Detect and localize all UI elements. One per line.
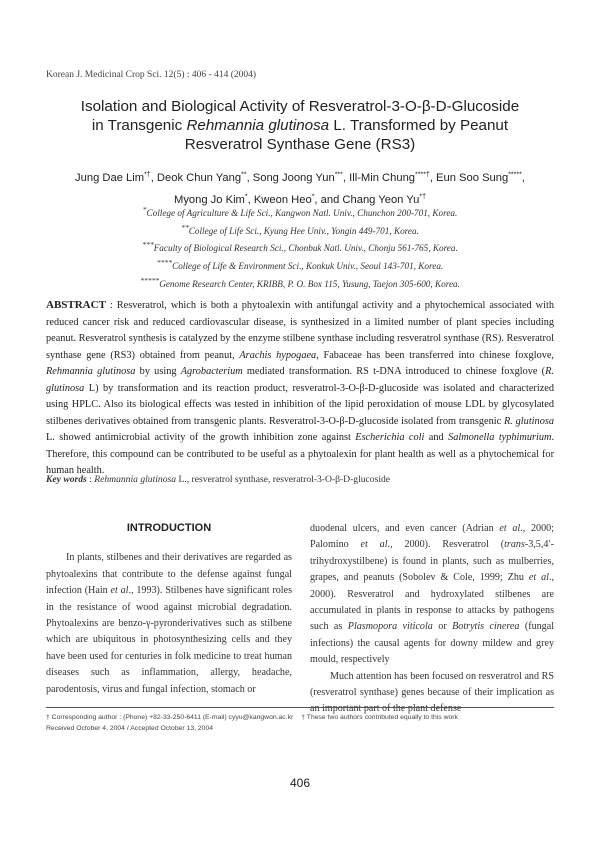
footnote-corresponding: † Corresponding author : (Phone) +82-33-250-6411 (E-mail) cyyu@kangwon.ac.kr bbox=[46, 714, 294, 721]
author: Ill-Min Chung****†, bbox=[349, 171, 437, 184]
affiliation: ***Faculty of Biological Research Sci., Chonbuk Natl. Univ., Chonju 561-765, Korea. bbox=[142, 240, 458, 254]
footnotes bbox=[46, 712, 554, 734]
author: Kweon Heo*, and bbox=[253, 193, 343, 207]
title-line-2: in Transgenic Rehmannia glutinosa L. Transformed by Peanut bbox=[91, 117, 509, 134]
article-title bbox=[40, 97, 560, 154]
keywords: Key words : Rehmannia glutinosa L., resveratrol synthase, resveratrol-3-O-β-D-glucoside bbox=[46, 474, 391, 485]
section-heading-introduction: INTRODUCTION bbox=[126, 522, 212, 534]
footnote-line bbox=[46, 712, 554, 723]
page-number: 406 bbox=[289, 776, 311, 790]
footnote-equal-contribution: † These two authors contributed equally to this work bbox=[301, 714, 458, 721]
title-line-1: Isolation and Biological Activity of Resveratrol-3-O-β-D-Glucoside bbox=[80, 98, 520, 115]
column-right bbox=[310, 521, 554, 718]
affiliations bbox=[40, 203, 560, 291]
author: Jung Dae Lim*†, bbox=[75, 171, 157, 184]
author: Deok Chun Yang**, bbox=[156, 171, 253, 184]
author: Eun Soo Sung*****, bbox=[436, 171, 525, 184]
author: Song Joong Yun***, bbox=[252, 171, 350, 184]
intro-paragraph-1: In plants, stilbenes and their derivatives are regarded as phytoalexins that contribute to the defense against fungal infection (Hain et al., 1993). Stilbenes have significant roles in the resistance of wood against microbial degradation. Phytoalexins are benzo-γ-pyronderivatives such as stilbene which are ubiquitous in photosynthesizing cells and they have been used for centuries in folk medicine to treat human diseases such as inflammation, allergy, headache, parodentosis, virus and fungal infection, stomach or bbox=[46, 552, 293, 695]
abstract-label: ABSTRACT bbox=[46, 299, 106, 311]
abstract: ABSTRACT : Resveratrol, which is both a phytoalexin with antifungal activity and a phytochemical associated with reduced cancer risk and reduced cardiovascular disease, is synthesized in a limited number of plant species including peanut. Resveratrol synthesis is catalyzed by the enzyme stilbene synthase including resveratrol synthase (RS). Resveratrol synthase gene (RS3) obtained from peanut, Arachis hypogaea, Fabaceae has been transferred into chinese foxglove, Rehmannia glutinosa by using Agrobacterium mediated transformation. RS t-DNA introduced to chinese foxglove (R. glutinosa L) by transformation and its reaction product, resveratrol-3-O-β-D-glucoside was isolated and characterized using HPLC. Also its biological effects was tested in inhibition of the lipid peroxidation of mouse LDL by glycosylated stilbenes derivatives obtained from transgenic plants. Resveratrol-3-O-β-D-glucoside isolated from transgenic R. glutinosa L. showed antimicrobial activity of the growth inhibition zone against Escherichia coli and Salmonella typhimurium. Therefore, this compound can be contributed to be useful as a phytoalexin for plant health as well as a phytochemical for human health. bbox=[46, 299, 555, 476]
keywords-label: Key words bbox=[46, 474, 87, 485]
footnote-received: Received October 4, 2004 / Accepted October 13, 2004 bbox=[46, 725, 214, 732]
column-left bbox=[46, 520, 292, 698]
affiliation: **College of Life Sci., Kyung Hee Univ., Yongin 449-701, Korea. bbox=[181, 222, 419, 236]
author: Chang Yeon Yu*† bbox=[342, 193, 426, 207]
affiliation: ****College of Life & Environment Sci., Konkuk Univ., Seoul 143-701, Korea. bbox=[156, 257, 444, 272]
affiliation: *****Genome Research Center, KRIBB, P. O. Box 115, Yusung, Taejon 305-600, Korea. bbox=[140, 275, 460, 289]
journal-citation: Korean J. Medicinal Crop Sci. 12(5) : 406 - 414 (2004) bbox=[46, 70, 257, 80]
footnote-divider bbox=[46, 707, 554, 708]
intro-paragraph-1-cont: duodenal ulcers, and even cancer (Adrian et al., 2000; Palomino et al., 2000). Resveratrol (trans-3,5,4′-trihydroxystilbene) is found in plants, such as mulberries, grapes, and peanuts (Sobolev & Cole, 1999; Zhu et al., 2000). Resveratrol and hydroxylated stilbenes are accumulated in plants in response to attacks by pathogens such as Plasmopora viticola or Botrytis cinerea (fungal infections) the causal agents for downy mildew and grey mould, respectively bbox=[310, 523, 554, 666]
title-line-3: Resveratrol Synthase Gene (RS3) bbox=[184, 136, 416, 153]
affiliation: *College of Agriculture & Life Sci., Kangwon Natl. Univ., Chunchon 200-701, Korea. bbox=[142, 205, 458, 219]
author: Myong Jo Kim*, bbox=[174, 193, 254, 207]
intro-paragraph-2: Much attention has been focused on resveratrol and RS (resveratrol synthase) genes because of their implication as an important part of the plant defense bbox=[310, 670, 554, 715]
